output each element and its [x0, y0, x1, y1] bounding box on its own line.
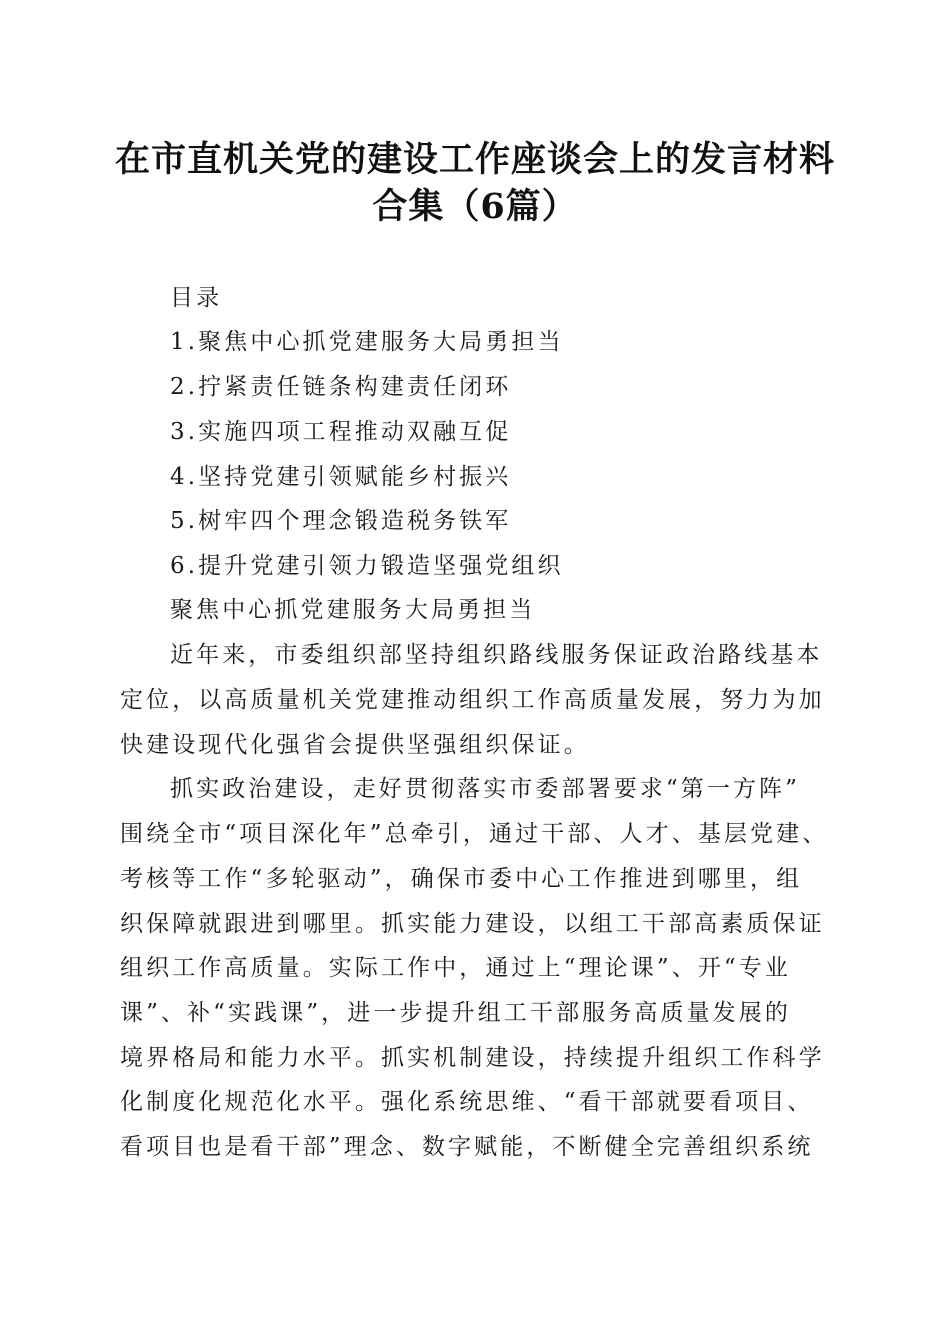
- paragraph-2-line: 织保障就跟进到哪里。抓实能力建设，以组工干部高素质保证: [120, 911, 825, 937]
- paragraph-2-line: 抓实政治建设，走好贯彻落实市委部署要求“第一方阵”: [170, 776, 801, 802]
- toc-item-1: 1.聚焦中心抓党建服务大局勇担当: [170, 329, 564, 355]
- toc-item-6: 6.提升党建引领力锻造坚强党组织: [170, 553, 564, 579]
- paragraph-2-line: 组织工作高质量。实际工作中，通过上“理论课”、开“专业: [120, 955, 791, 981]
- paragraph-2-line: 化制度化规范化水平。强化系统思维、“看干部就要看项目、: [120, 1089, 814, 1115]
- paragraph-2-line: 考核等工作“多轮驱动”，确保市委中心工作推进到哪里，组: [120, 866, 803, 892]
- paragraph-2-line: 课”、补“实践课”，进一步提升组工干部服务高质量发展的: [120, 1000, 791, 1026]
- paragraph-2-line: 看项目也是看干部”理念、数字赋能，不断健全完善组织系统: [120, 1134, 814, 1160]
- toc-item-3: 3.实施四项工程推动双融互促: [170, 419, 512, 445]
- document-title-line-1: 在市直机关党的建设工作座谈会上的发言材料: [114, 139, 835, 180]
- paragraph-1-line: 定位，以高质量机关党建推动组织工作高质量发展，努力为加: [120, 687, 825, 713]
- paragraph-1-line: 近年来，市委组织部坚持组织路线服务保证政治路线基本: [170, 642, 823, 668]
- paragraph-2-line: 围绕全市“项目深化年”总牵引，通过干部、人才、基层党建、: [120, 821, 829, 847]
- toc-item-4: 4.坚持党建引领赋能乡村振兴: [170, 464, 512, 490]
- paragraph-1-line: 快建设现代化强省会提供坚强组织保证。: [120, 732, 590, 758]
- toc-item-5: 5.树牢四个理念锻造税务铁军: [170, 508, 512, 534]
- section-heading: 聚焦中心抓党建服务大局勇担当: [170, 597, 536, 623]
- toc-item-2: 2.拧紧责任链条构建责任闭环: [170, 374, 512, 400]
- paragraph-2-line: 境界格局和能力水平。抓实机制建设，持续提升组织工作科学: [120, 1045, 825, 1071]
- toc-heading: 目录: [170, 285, 223, 311]
- document-title-line-2: 合集（6篇）: [372, 186, 578, 227]
